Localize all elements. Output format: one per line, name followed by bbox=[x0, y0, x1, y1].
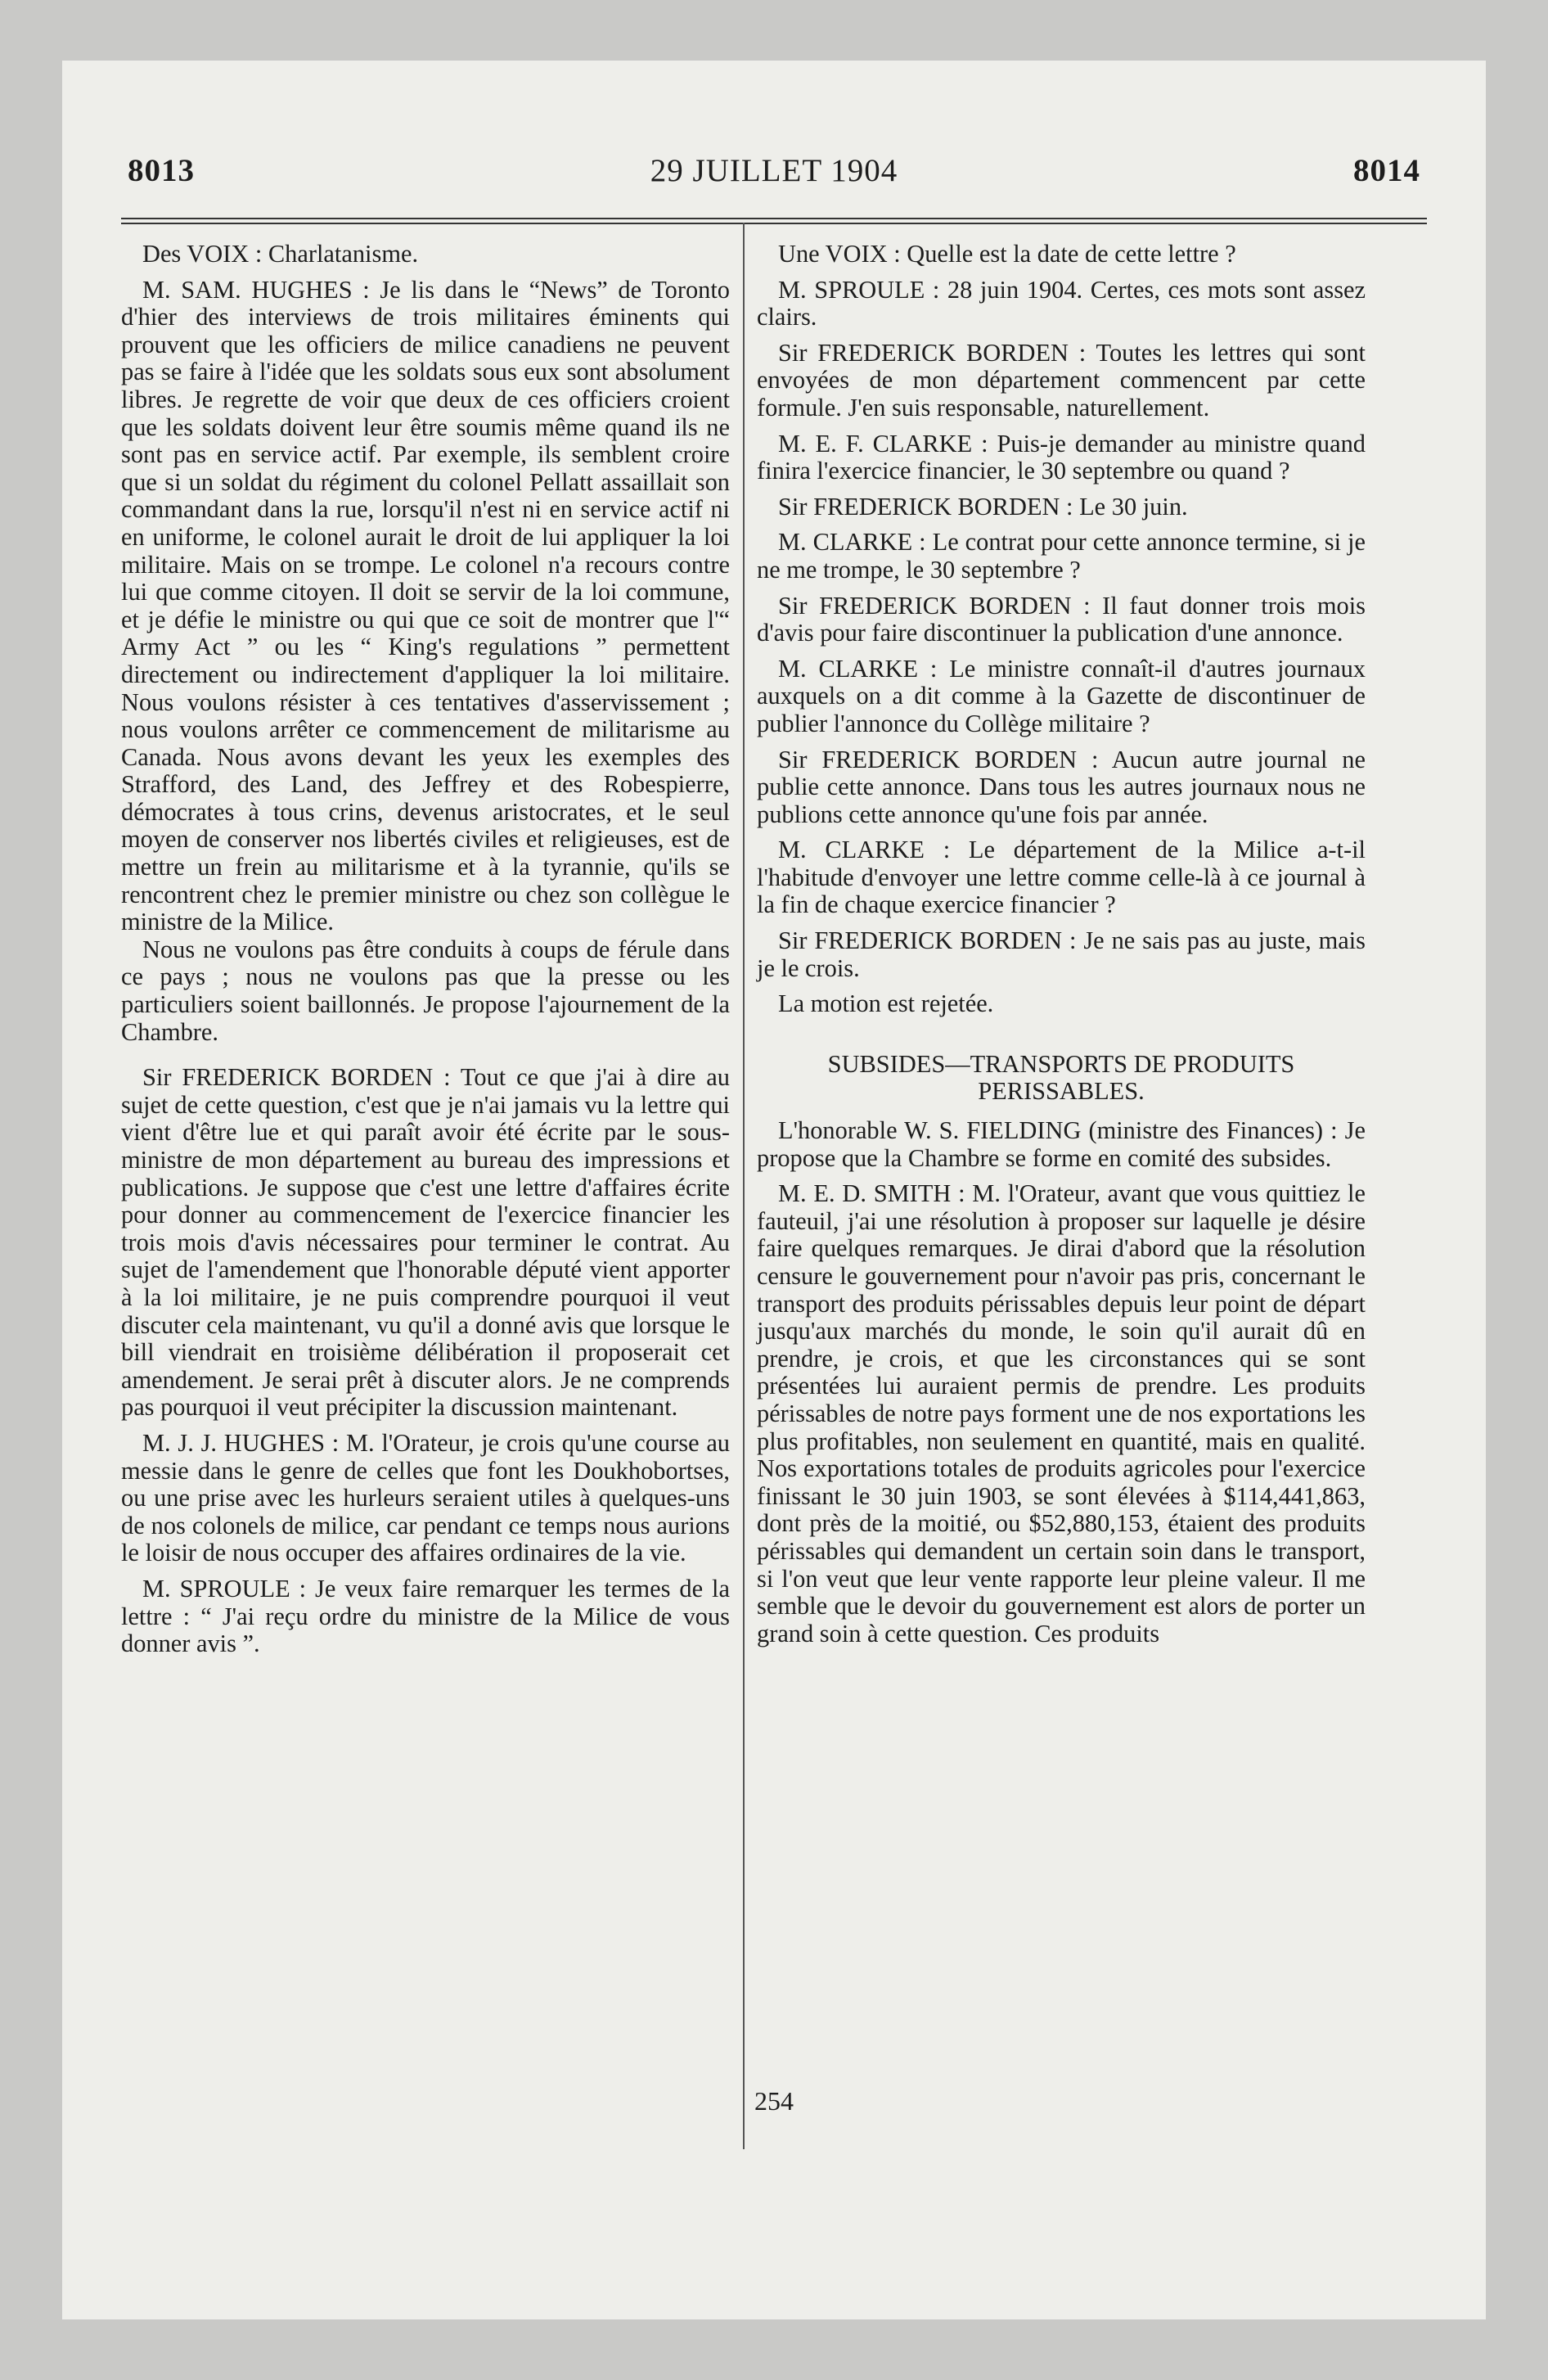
paragraph: M. E. D. SMITH : M. l'Orateur, avant que vous quittiez le fauteuil, j'ai une résolution à proposer sur laquelle je désire faire quelques remarques. Je dirai d'abord que la résolution censure le gouvernement pour n'avoir pas pris, concernant le transport des produits périssables depuis leur point de départ jusqu'aux marchés du monde, le soin qu'il aurait dû en prendre, je crois, et que les circonstances qui se sont présentées lui auraient permis de prendre. Les produits périssables de notre pays forment une de nos exportations les plus profitables, non seulement en quantité, mais en qualité. Nos exportations totales de produits agricoles pour l'exercice finissant le 30 juin 1903, se sont élevées à $114,441,863, dont près de la moitié, ou $52,880,153, étaient des produits périssables qui demandent un certain soin dans le transport, si l'on veut que leur vente rapporte leur pleine valeur. Il me semble que le devoir du gouvernement est alors de porter un grand soin à cette question. Ces produits bbox=[757, 1179, 1366, 1648]
paragraph: Sir FREDERICK BORDEN : Le 30 juin. bbox=[778, 492, 1188, 521]
document-page bbox=[62, 61, 1486, 2319]
paragraph: M. CLARKE : Le contrat pour cette annonce termine, si je ne me trompe, le 30 septembre ? bbox=[757, 528, 1366, 584]
paragraph: Sir FREDERICK BORDEN : Tout ce que j'ai à dire au sujet de cette question, c'est que je n'ai jamais vu la lettre qui vient d'être lue et qui paraît avoir été écrite par le sous-ministre de mon département au bureau des impressions et publications. Je suppose que c'est une lettre d'affaires écrite pour donner au commencement de l'exercice financier les trois mois d'avis nécessaires pour terminer le contrat. Au sujet de l'amendement que l'honorable député vient apporter à la loi militaire, je ne puis comprendre pourquoi il veut discuter cela maintenant, vu qu'il a donné avis que lorsque le bill viendrait en troisième délibération il proposerait cet amendement. Je serai prêt à discuter alors. Je ne comprends pas pourquoi il veut précipiter la discussion maintenant. bbox=[121, 1063, 730, 1422]
right-column bbox=[757, 241, 1366, 1656]
paragraph: L'honorable W. S. FIELDING (ministre des Finances) : Je propose que la Chambre se forme en comité des subsides. bbox=[757, 1116, 1366, 1172]
paragraph: M. E. F. CLARKE : Puis-je demander au ministre quand finira l'exercice financier, le 30 septembre ou quand ? bbox=[757, 429, 1366, 485]
paragraph: Une VOIX : Quelle est la date de cette lettre ? bbox=[778, 240, 1236, 268]
left-column bbox=[121, 241, 730, 1666]
paragraph: La motion est rejetée. bbox=[778, 989, 994, 1018]
column-divider bbox=[743, 223, 745, 2149]
paragraph: Des VOIX : Charlatanisme. bbox=[142, 240, 419, 268]
paragraph: Sir FREDERICK BORDEN : Aucun autre journal ne publie cette annonce. Dans tous les autres journaux nous ne publions cette annonce qu'une fois par année. bbox=[757, 745, 1366, 828]
left-page-number: 8013 bbox=[128, 153, 195, 188]
paragraph: Sir FREDERICK BORDEN : Il faut donner trois mois d'avis pour faire discontinuer la publication d'une annonce. bbox=[757, 591, 1366, 647]
paragraph: M. SPROULE : Je veux faire remarquer les termes de la lettre : “ J'ai reçu ordre du ministre de la Milice de vous donner avis ”. bbox=[121, 1574, 730, 1658]
paragraph: Sir FREDERICK BORDEN : Toutes les lettres qui sont envoyées de mon département commencent par cette formule. J'en suis responsable, naturellement. bbox=[757, 338, 1366, 421]
paragraph: M. CLARKE : Le département de la Milice a-t-il l'habitude d'envoyer une lettre comme celle-là à ce journal à la fin de chaque exercice financier ? bbox=[757, 836, 1366, 919]
section-heading: SUBSIDES—TRANSPORTS DE PRODUITS PERISSABLES. bbox=[827, 1049, 1295, 1106]
paragraph: M. J. J. HUGHES : M. l'Orateur, je crois qu'une course au messie dans le genre de celles que font les Doukhobortses, ou une prise avec les hurleurs seraient utiles à quelques-uns de nos colonels de milice, car pendant ce temps nous aurions le loisir de nous occuper des affaires ordinaires de la vie. bbox=[121, 1428, 730, 1567]
paragraph: M. SAM. HUGHES : Je lis dans le “News” de Toronto d'hier des interviews de trois militaires éminents qui prouvent que les officiers de milice canadiens ne peuvent pas se faire à l'idée que les soldats sous eux sont absolument libres. Je regrette de voir que deux de ces officiers croient que les soldats doivent leur être soumis même quand ils ne sont pas en service actif. Par exemple, ils semblent croire que si un soldat du régiment du colonel Pellatt assaillait son commandant dans la rue, lorsqu'il n'est ni en service actif ni en uniforme, le colonel aurait le droit de lui appliquer la loi militaire. Mais on se trompe. Le colonel n'a recours contre lui que comme citoyen. Il doit se servir de la loi commune, et je défie le ministre ou qui que ce soit de montrer que l'“ Army Act ” ou les “ King's regulations ” permettent directement ou indirectement d'appliquer la loi militaire. Nous voulons résister à ces tentatives d'asservissement ; nous voulons arrêter ce commencement de militarisme au Canada. Nous avons devant les yeux les exemples des Strafford, des Land, des Jeffrey et des Robespierre, démocrates à tous crins, devenus aristocrates, et le seul moyen de conserver nos libertés civiles et religieuses, est de mettre un frein au militarisme et à la tyrannie, qu'ils se rencontrent chez le premier ministre ou chez son collègue le ministre de la Milice. bbox=[121, 275, 730, 936]
right-page-number: 8014 bbox=[1353, 153, 1420, 188]
paragraph: M. SPROULE : 28 juin 1904. Certes, ces mots sont assez clairs. bbox=[757, 275, 1366, 331]
header-date: 29 JUILLET 1904 bbox=[650, 153, 898, 188]
paragraph: Nous ne voulons pas être conduits à coups de férule dans ce pays ; nous ne voulons pas que la presse ou les particuliers soient baillonnés. Je propose l'ajournement de la Chambre. bbox=[121, 935, 730, 1046]
paragraph: Sir FREDERICK BORDEN : Je ne sais pas au juste, mais je le crois. bbox=[757, 926, 1366, 982]
header-double-rule bbox=[121, 218, 1427, 224]
page-footer-number: 254 bbox=[754, 2086, 794, 2116]
page-header bbox=[128, 152, 1420, 193]
paragraph: M. CLARKE : Le ministre connaît-il d'autres journaux auxquels on a dit comme à la Gazette de discontinuer de publier l'annonce du Collège militaire ? bbox=[757, 654, 1366, 737]
